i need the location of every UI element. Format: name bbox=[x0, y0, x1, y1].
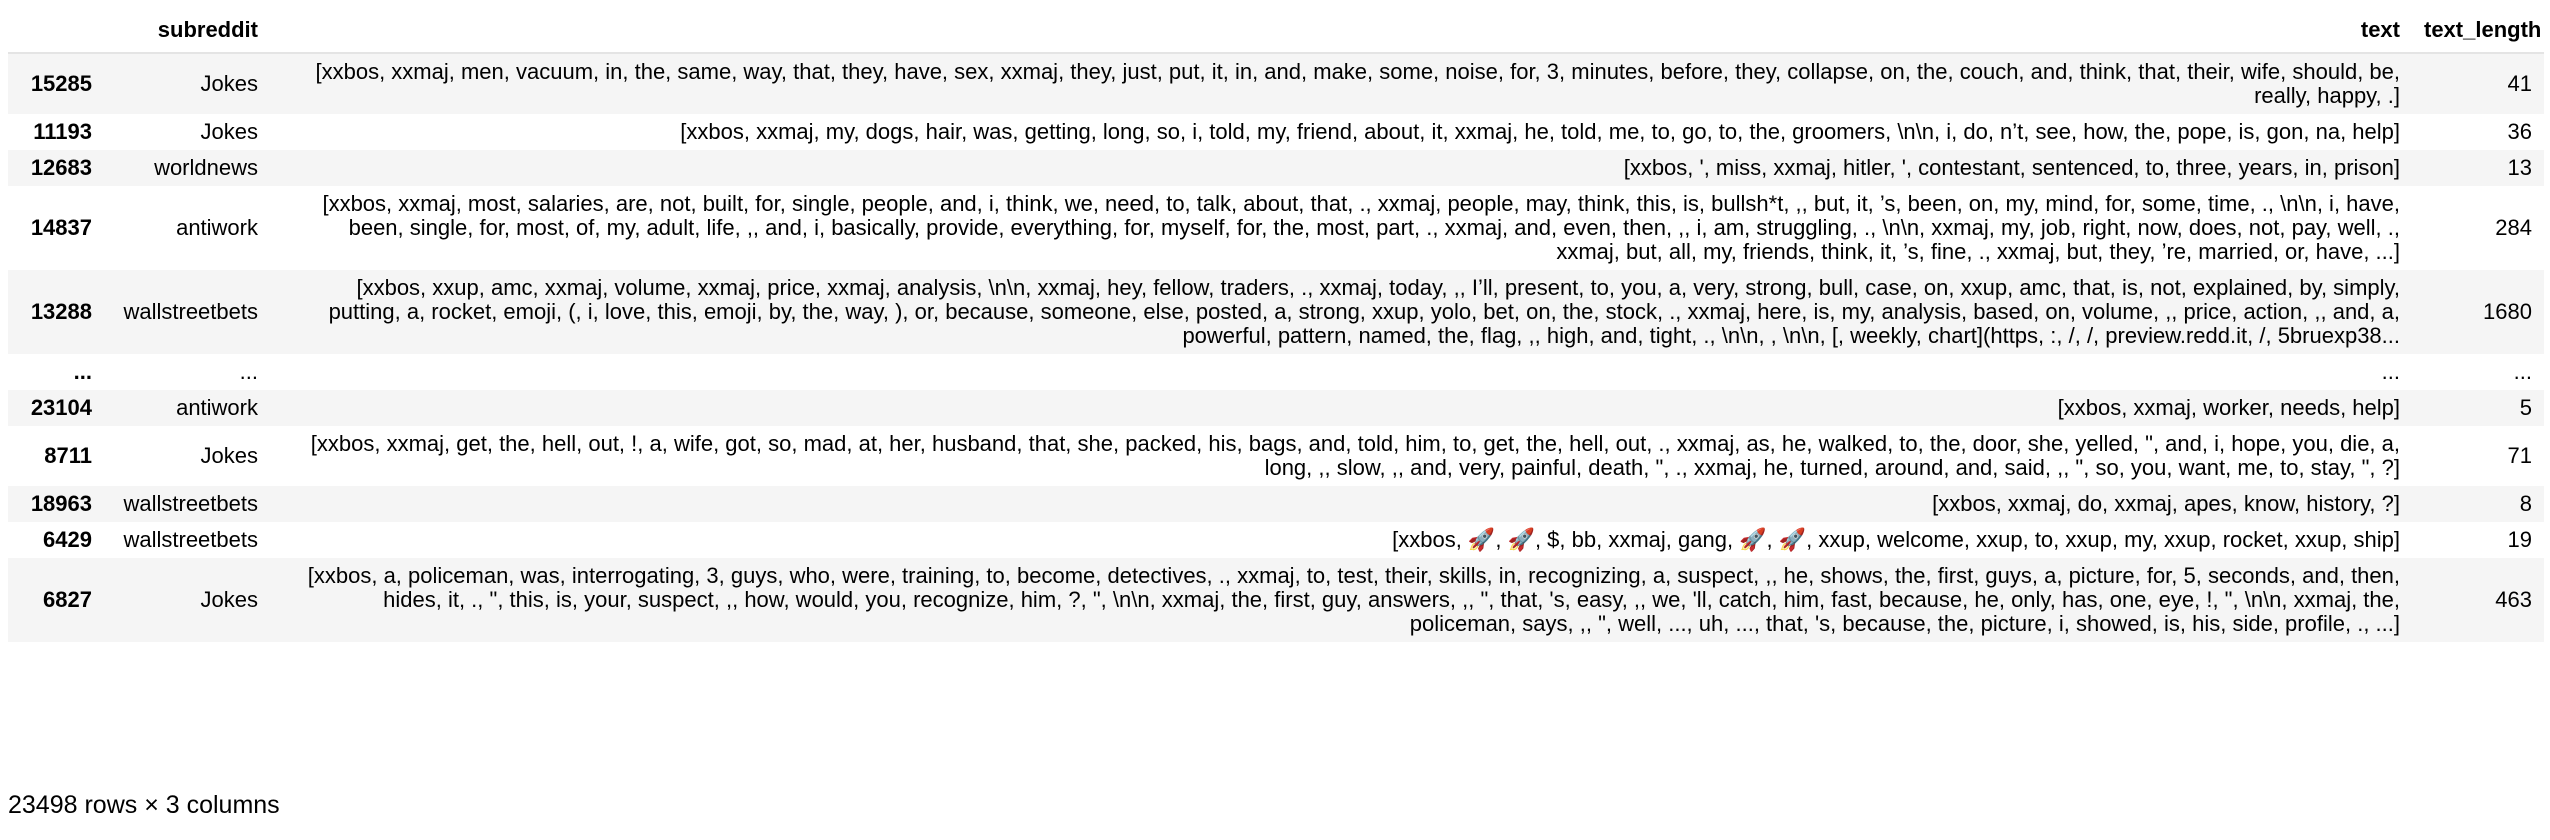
text-cell: [xxbos, xxup, amc, xxmaj, volume, xxmaj, price, xxmaj, analysis, \n\n, xxmaj, hey, fellow, traders, ., xxmaj, today, ,, I’ll, present, to, you, a, very, strong, bull, case, on, xxup, amc, that, is, not, explained, by, simply, putting, a, rocket, emoji, (, i, love, this, emoji, by, the, way, ), or, because, someone, else, posted, a, strong, xxup, yolo, bet, on, the, stock, ., xxmaj, here, is, my, analysis, based, on, volume, ,, price, action, ,, and, a, powerful, pattern, named, the, flag, ,, high, and, tight, ., \n\n, , \n\n, [, weekly, chart](https, :, /, /, preview.redd.it, /, 5bruexp38... bbox=[328, 275, 2400, 348]
text-cell: [xxbos, ', miss, xxmaj, hitler, ', contestant, sentenced, to, three, years, in, prison] bbox=[1623, 155, 2400, 180]
text-length-cell: 284 bbox=[2495, 215, 2532, 240]
text-length-cell: ... bbox=[2513, 359, 2532, 384]
table-row bbox=[8, 522, 2544, 558]
row-index: 23104 bbox=[30, 395, 92, 420]
text-length-cell: 463 bbox=[2495, 587, 2532, 612]
subreddit-cell: antiwork bbox=[176, 395, 258, 420]
text-cell: [xxbos, xxmaj, most, salaries, are, not, built, for, single, people, and, i, think, we, need, to, talk, about, that, ., xxmaj, people, may, think, this, is, bullsh*t, ,, but, it, ’s, been, on, my, mind, for, some, time, ., \n\n, i, have, been, single, for, most, of, my, adult, life, ,, and, i, basically, provide, everything, for, myself, for, the, most, part, ., xxmaj, and, even, then, ,, i, am, struggling, ., \n\n, xxmaj, my, job, right, now, does, not, pay, well, ., xxmaj, but, all, my, friends, think, it, ’s, fine, ., xxmaj, but, they, ’re, married, or, have, ...] bbox=[322, 191, 2400, 264]
text-cell: [xxbos, xxmaj, do, xxmaj, apes, know, history, ?] bbox=[1932, 491, 2400, 516]
header-row bbox=[8, 14, 2544, 53]
row-index: 13288 bbox=[30, 299, 92, 324]
table-row bbox=[8, 150, 2544, 186]
text-cell: [xxbos, xxmaj, worker, needs, help] bbox=[2057, 395, 2400, 420]
text-length-cell: 36 bbox=[2507, 119, 2532, 144]
table-body bbox=[8, 53, 2544, 642]
header-text-length: text_length bbox=[2412, 14, 2544, 53]
subreddit-cell: Jokes bbox=[200, 119, 258, 144]
table-row bbox=[8, 186, 2544, 270]
text-cell: [xxbos, xxmaj, my, dogs, hair, was, getting, long, so, i, told, my, friend, about, it, xxmaj, he, told, me, to, go, to, the, groomers, \n\n, i, do, n’t, see, how, the, pope, is, gon, na, help] bbox=[680, 119, 2400, 144]
text-length-cell: 41 bbox=[2507, 71, 2532, 96]
dataframe-table bbox=[8, 14, 2544, 642]
text-cell: ... bbox=[2381, 359, 2400, 384]
subreddit-cell: Jokes bbox=[200, 71, 258, 96]
subreddit-cell: Jokes bbox=[200, 587, 258, 612]
text-length-cell: 5 bbox=[2519, 395, 2532, 420]
subreddit-cell: antiwork bbox=[176, 215, 258, 240]
subreddit-cell: wallstreetbets bbox=[123, 299, 258, 324]
table-row bbox=[8, 53, 2544, 114]
row-index: 18963 bbox=[30, 491, 92, 516]
table-row bbox=[8, 390, 2544, 426]
subreddit-cell: Jokes bbox=[200, 443, 258, 468]
table-header bbox=[8, 14, 2544, 53]
text-length-cell: 13 bbox=[2507, 155, 2532, 180]
subreddit-cell: wallstreetbets bbox=[123, 491, 258, 516]
subreddit-cell: wallstreetbets bbox=[123, 527, 258, 552]
header-index bbox=[8, 14, 104, 53]
row-index: 6429 bbox=[43, 527, 92, 552]
text-cell: [xxbos, xxmaj, men, vacuum, in, the, same, way, that, they, have, sex, xxmaj, they, just, put, it, in, and, make, some, noise, for, 3, minutes, before, they, collapse, on, the, couch, and, think, that, their, wife, should, be, really, happy, .] bbox=[315, 59, 2400, 108]
row-index: 8711 bbox=[44, 443, 92, 468]
table-row bbox=[8, 426, 2544, 486]
row-index: ... bbox=[73, 359, 92, 384]
row-index: 14837 bbox=[30, 215, 92, 240]
table-row bbox=[8, 114, 2544, 150]
table-row bbox=[8, 486, 2544, 522]
subreddit-cell: worldnews bbox=[154, 155, 258, 180]
ellipsis-row bbox=[8, 354, 2544, 390]
row-index: 11193 bbox=[33, 119, 92, 144]
row-index: 15285 bbox=[30, 71, 92, 96]
text-length-cell: 71 bbox=[2507, 443, 2532, 468]
header-text: text bbox=[270, 14, 2412, 53]
text-cell: [xxbos, a, policeman, was, interrogating, 3, guys, who, were, training, to, become, detectives, ., xxmaj, to, test, their, skills, in, recognizing, a, suspect, ,, he, shows, the, first, guys, a, picture, for, 5, seconds, and, then, hides, it, ., ", this, is, your, suspect, ,, how, would, you, recognize, him, ?, ", \n\n, xxmaj, the, first, guy, answers, ,, ", that, 's, easy, ,, we, 'll, catch, him, fast, because, he, only, has, one, eye, !, ", \n\n, xxmaj, the, policeman, says, ,, ", well, ..., uh, ..., that, 's, because, the, picture, i, showed, is, his, side, profile, ., ...] bbox=[307, 563, 2400, 636]
text-length-cell: 8 bbox=[2519, 491, 2532, 516]
text-cell: [xxbos, 🚀, 🚀, $, bb, xxmaj, gang, 🚀, 🚀, xxup, welcome, xxup, to, xxup, my, xxup, rocket, xxup, ship] bbox=[1392, 527, 2400, 552]
text-cell: [xxbos, xxmaj, get, the, hell, out, !, a, wife, got, so, mad, at, her, husband, that, she, packed, his, bags, and, told, him, to, get, the, hell, out, ., xxmaj, as, he, walked, to, the, door, she, yelled, ", and, i, hope, you, die, a, long, ,, slow, ,, and, very, painful, death, ", ., xxmaj, he, turned, around, and, said, ,, ", so, you, want, me, to, stay, ", ?] bbox=[310, 431, 2400, 480]
header-subreddit: subreddit bbox=[104, 14, 270, 53]
text-length-cell: 1680 bbox=[2483, 299, 2532, 324]
table-row bbox=[8, 558, 2544, 642]
text-length-cell: 19 bbox=[2507, 527, 2532, 552]
row-index: 12683 bbox=[30, 155, 92, 180]
row-count-summary: 23498 rows × 3 columns bbox=[8, 791, 280, 819]
subreddit-cell: ... bbox=[239, 359, 258, 384]
table-row bbox=[8, 270, 2544, 354]
row-index: 6827 bbox=[43, 587, 92, 612]
